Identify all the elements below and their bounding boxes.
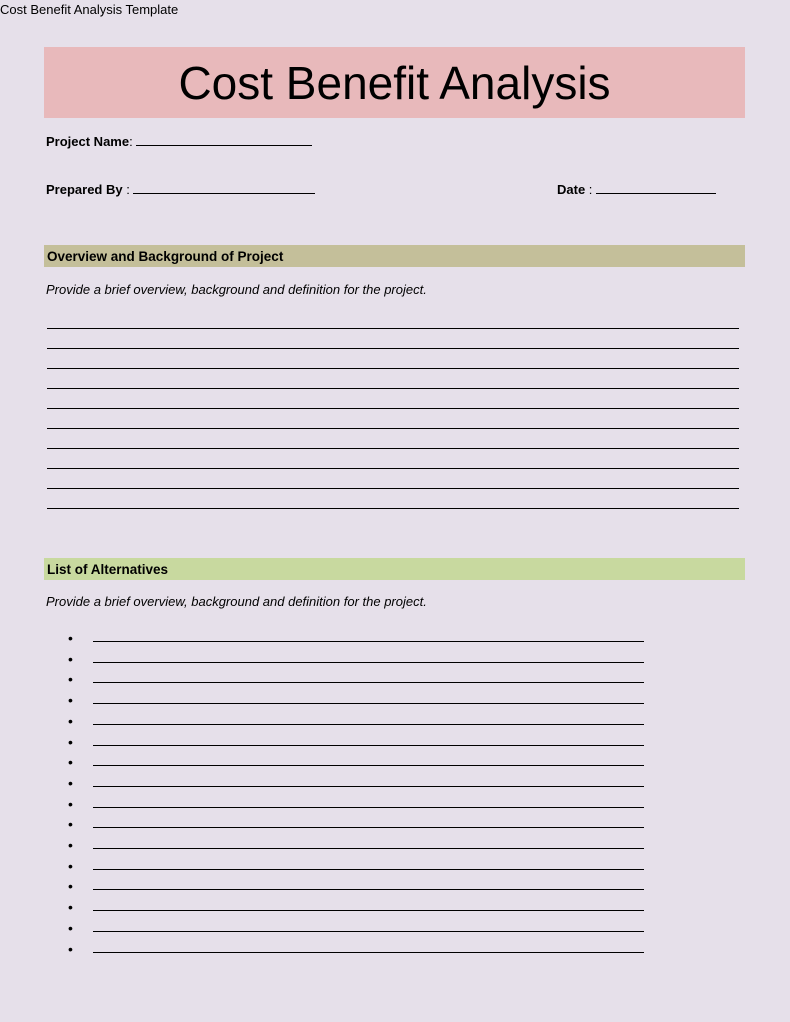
alternative-writing-line[interactable] bbox=[93, 869, 644, 870]
bullet-icon: • bbox=[68, 733, 73, 750]
alternatives-instruction: Provide a brief overview, background and definition for the project. bbox=[46, 594, 427, 609]
alternative-writing-line[interactable] bbox=[93, 848, 644, 849]
bullet-icon: • bbox=[68, 878, 73, 895]
bullet-icon: • bbox=[68, 837, 73, 853]
bullet-icon: • bbox=[68, 671, 73, 688]
bullet-icon: • bbox=[68, 712, 73, 729]
alternative-writing-line[interactable] bbox=[93, 724, 644, 725]
project-name-row bbox=[46, 133, 312, 149]
title-banner bbox=[44, 47, 745, 118]
bullet-icon: • bbox=[68, 857, 73, 874]
overview-writing-line[interactable] bbox=[47, 488, 739, 489]
overview-section-heading bbox=[44, 245, 745, 267]
alternatives-heading-text: List of Alternatives bbox=[47, 561, 169, 577]
alternative-writing-line[interactable] bbox=[93, 910, 644, 911]
overview-writing-line[interactable] bbox=[47, 368, 739, 369]
prepared-by-field[interactable] bbox=[133, 181, 315, 194]
alternative-writing-line[interactable] bbox=[93, 703, 644, 704]
overview-instruction: Provide a brief overview, background and definition for the project. bbox=[46, 282, 427, 297]
bullet-icon: • bbox=[68, 692, 73, 709]
document-title: Cost Benefit Analysis bbox=[178, 56, 611, 109]
overview-writing-line[interactable] bbox=[47, 468, 739, 469]
bullet-icon: • bbox=[68, 795, 73, 812]
overview-writing-line[interactable] bbox=[47, 428, 739, 429]
overview-writing-line[interactable] bbox=[47, 348, 739, 349]
overview-writing-line[interactable] bbox=[47, 388, 739, 389]
alternative-writing-line[interactable] bbox=[93, 952, 644, 953]
alternative-writing-line[interactable] bbox=[93, 807, 644, 808]
overview-writing-line[interactable] bbox=[47, 408, 739, 409]
prepared-by-row bbox=[46, 181, 315, 197]
project-name-separator: : bbox=[129, 134, 137, 149]
alternative-writing-line[interactable] bbox=[93, 745, 644, 746]
alternative-writing-line[interactable] bbox=[93, 682, 644, 683]
date-label: Date bbox=[557, 182, 586, 197]
overview-writing-line[interactable] bbox=[47, 508, 739, 509]
bullet-icon: • bbox=[68, 774, 73, 791]
bullet-icon: • bbox=[68, 630, 73, 646]
date-field[interactable] bbox=[596, 181, 716, 194]
overview-writing-line[interactable] bbox=[47, 448, 739, 449]
bullet-icon: • bbox=[68, 919, 73, 936]
bullet-icon: • bbox=[68, 899, 73, 916]
bullet-icon: • bbox=[68, 940, 73, 957]
alternatives-section-heading bbox=[44, 558, 745, 580]
alternative-writing-line[interactable] bbox=[93, 662, 644, 663]
bullet-icon: • bbox=[68, 816, 73, 833]
date-row bbox=[557, 181, 716, 197]
page-header: Cost Benefit Analysis Template bbox=[0, 2, 179, 17]
prepared-by-separator: : bbox=[122, 182, 134, 197]
alternative-writing-line[interactable] bbox=[93, 786, 644, 787]
project-name-field[interactable] bbox=[136, 133, 312, 146]
alternative-writing-line[interactable] bbox=[93, 827, 644, 828]
alternative-writing-line[interactable] bbox=[93, 931, 644, 932]
prepared-by-label: Prepared By bbox=[46, 182, 123, 197]
alternative-writing-line[interactable] bbox=[93, 765, 644, 766]
bullet-icon: • bbox=[68, 650, 73, 667]
project-name-label: Project Name bbox=[46, 134, 130, 149]
overview-writing-line[interactable] bbox=[47, 328, 739, 329]
bullet-icon: • bbox=[68, 754, 73, 771]
alternative-writing-line[interactable] bbox=[93, 889, 644, 890]
overview-heading-text: Overview and Background of Project bbox=[47, 248, 284, 264]
date-separator: : bbox=[585, 182, 597, 197]
alternative-writing-line[interactable] bbox=[93, 641, 644, 642]
